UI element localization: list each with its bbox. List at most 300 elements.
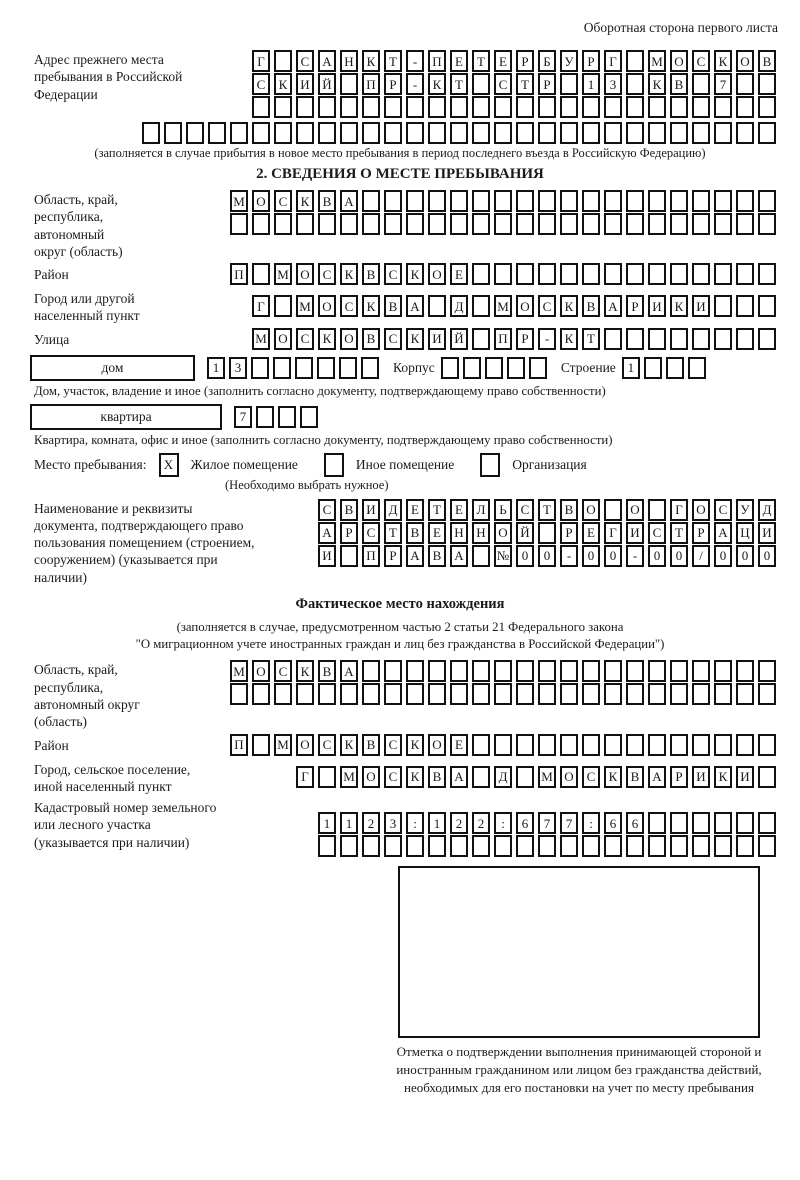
char-cell [361,357,379,379]
char-cell: Е [450,263,468,285]
char-cell [538,734,556,756]
char-cell [692,73,710,95]
char-cell: Г [604,50,622,72]
char-cell [252,96,270,118]
confirmation-stamp-box [398,866,760,1038]
char-cell [251,357,269,379]
char-cell [142,122,160,144]
char-cell [252,213,270,235]
char-cell: 6 [516,812,534,834]
char-cell: Р [516,328,534,350]
char-cell: О [340,328,358,350]
char-cell [406,122,424,144]
char-cell: В [362,263,380,285]
char-cell: Р [538,73,556,95]
field-prev-address [20,50,780,119]
actual-district-row [230,734,780,756]
char-cell [560,660,578,682]
char-cell [538,683,556,705]
checkbox-residential: X [159,453,179,477]
char-cell [692,328,710,350]
char-cell: С [384,328,402,350]
char-cell [626,683,644,705]
document-cells [318,499,780,568]
checkbox-organization [480,453,500,477]
char-cell: С [296,50,314,72]
char-cell [604,835,622,857]
char-cell [516,683,534,705]
char-cell: В [318,660,336,682]
char-cell: 3 [229,357,247,379]
char-cell: : [494,812,512,834]
char-cell [450,660,468,682]
char-cell [692,96,710,118]
char-cell: 3 [604,73,622,95]
field-region [20,190,780,260]
char-cell [317,357,335,379]
char-cell: К [560,295,578,317]
char-cell [626,263,644,285]
char-cell: 2 [362,812,380,834]
char-cell [362,190,380,212]
char-cell: Е [494,50,512,72]
char-cell [230,213,248,235]
char-cell: 0 [758,545,776,567]
char-cell: Е [450,499,468,521]
char-cell: С [252,73,270,95]
char-cell [670,213,688,235]
char-cell [450,213,468,235]
char-cell [714,122,732,144]
char-cell [714,734,732,756]
char-cell [318,766,336,788]
char-cell: - [406,73,424,95]
char-cell [626,190,644,212]
char-cell [340,683,358,705]
char-cell: А [318,522,336,544]
char-cell [494,683,512,705]
char-cell: М [274,734,292,756]
option-organization-label: Организация [512,456,587,472]
char-cell [362,660,380,682]
char-cell [384,660,402,682]
char-cell: Е [406,499,424,521]
district-row [230,263,780,285]
char-cell [758,263,776,285]
char-cell: С [692,50,710,72]
stamp-area [20,866,780,1097]
char-cell [538,522,556,544]
char-cell [670,835,688,857]
char-cell [626,660,644,682]
char-cell: И [428,328,446,350]
char-cell: С [318,263,336,285]
char-cell: Р [384,545,402,567]
char-cell: О [670,50,688,72]
char-cell [406,96,424,118]
char-cell: Г [296,766,314,788]
char-cell [670,190,688,212]
char-cell [648,660,666,682]
char-cell [714,190,732,212]
char-cell [648,328,666,350]
char-cell: О [736,50,754,72]
char-cell [340,73,358,95]
char-cell: М [494,295,512,317]
char-cell: И [318,545,336,567]
char-cell: Е [428,522,446,544]
char-cell [494,835,512,857]
char-cell [648,835,666,857]
field-document [20,499,780,586]
char-cell [472,545,490,567]
actual-city-row [296,766,780,788]
char-cell: Е [450,734,468,756]
char-cell [384,96,402,118]
char-cell [230,683,248,705]
char-cell [516,734,534,756]
char-cell [252,734,270,756]
option-residential-label: Жилое помещение [190,456,298,472]
char-cell [384,213,402,235]
section2-title: 2. СВЕДЕНИЯ О МЕСТЕ ПРЕБЫВАНИЯ [256,166,544,182]
char-cell: К [714,766,732,788]
char-cell [582,96,600,118]
char-cell [758,213,776,235]
char-cell: С [274,190,292,212]
char-cell [644,357,662,379]
char-cell [758,328,776,350]
char-cell: 0 [516,545,534,567]
char-cell [252,263,270,285]
char-cell [318,122,336,144]
char-cell [516,766,534,788]
char-cell [736,328,754,350]
char-cell: № [494,545,512,567]
char-cell [362,96,380,118]
document-row-1 [318,499,780,521]
prev-address-row-4 [20,122,780,144]
char-cell: Т [670,522,688,544]
char-cell [648,263,666,285]
document-row-2 [318,522,780,544]
char-cell [604,96,622,118]
char-cell: К [340,263,358,285]
char-cell: В [670,73,688,95]
char-cell: 0 [582,545,600,567]
actual-city-label: Город, сельское поселение, иной населенный пункт [34,761,191,794]
char-cell: С [516,499,534,521]
char-cell: О [428,263,446,285]
char-cell [560,263,578,285]
char-cell: К [428,73,446,95]
char-cell: Т [472,50,490,72]
char-cell: 1 [428,812,446,834]
char-cell: К [362,295,380,317]
char-cell: Р [582,50,600,72]
char-cell [340,96,358,118]
char-cell [604,190,622,212]
char-cell [736,683,754,705]
char-cell [450,122,468,144]
char-cell: Р [692,522,710,544]
char-cell: 2 [450,812,468,834]
char-cell [340,835,358,857]
presence-row [20,453,780,477]
char-cell [406,213,424,235]
char-cell [384,190,402,212]
checkbox-other-premises [324,453,344,477]
char-cell: - [560,545,578,567]
char-cell: К [340,734,358,756]
char-cell [516,122,534,144]
char-cell [604,213,622,235]
char-cell: С [384,766,402,788]
char-cell: Р [384,73,402,95]
char-cell: К [670,295,688,317]
char-cell: К [560,328,578,350]
char-cell [274,295,292,317]
char-cell: П [362,545,380,567]
char-cell [318,835,336,857]
street-label: Улица [34,331,70,347]
char-cell: И [362,499,380,521]
char-cell: С [538,295,556,317]
char-cell [428,683,446,705]
char-cell: О [296,263,314,285]
char-cell: С [362,522,380,544]
char-cell [692,734,710,756]
actual-location-title: Фактическое место нахождения [295,595,505,612]
char-cell: С [648,522,666,544]
char-cell: В [560,499,578,521]
char-cell [714,835,732,857]
stroenie-label: Строение [560,359,616,375]
char-cell [516,263,534,285]
char-cell [441,357,459,379]
char-cell: И [296,73,314,95]
char-cell [714,328,732,350]
prev-address-row-3 [252,96,780,118]
char-cell [472,73,490,95]
char-cell: П [230,263,248,285]
char-cell: В [406,522,424,544]
char-cell [538,660,556,682]
char-cell: 7 [234,406,252,428]
char-cell [688,357,706,379]
char-cell [318,213,336,235]
char-cell [582,263,600,285]
char-cell [626,96,644,118]
char-cell [494,263,512,285]
char-cell [406,683,424,705]
char-cell: А [648,766,666,788]
document-label: Наименование и реквизиты документа, подтверждающего право пользования помещением (строением, сооружением) (указывается при наличии) [34,500,255,585]
char-cell: С [714,499,732,521]
apartment-note: Квартира, комната, офис и иное (заполнить согласно документу, подтверждающему право собственности) [34,432,613,447]
char-cell [714,213,732,235]
char-cell [256,406,274,428]
char-cell [472,263,490,285]
char-cell: И [758,522,776,544]
char-cell: Д [758,499,776,521]
field-actual-district [20,734,780,757]
char-cell [450,683,468,705]
char-cell [560,835,578,857]
char-cell [714,295,732,317]
char-cell: С [384,734,402,756]
char-cell: Й [450,328,468,350]
char-cell: В [384,295,402,317]
char-cell: 3 [384,812,402,834]
char-cell [604,660,622,682]
char-cell [560,734,578,756]
char-cell [582,122,600,144]
char-cell [758,73,776,95]
char-cell [230,122,248,144]
char-cell: К [714,50,732,72]
city-row [252,295,780,317]
char-cell: В [428,766,446,788]
char-cell [736,812,754,834]
char-cell [252,122,270,144]
actual-region-cells [230,660,780,706]
char-cell [692,835,710,857]
char-cell: Т [450,73,468,95]
char-cell [648,683,666,705]
char-cell: Г [252,50,270,72]
char-cell [463,357,481,379]
char-cell: Д [384,499,402,521]
char-cell [604,499,622,521]
char-cell [472,683,490,705]
char-cell [406,190,424,212]
char-cell: 7 [560,812,578,834]
field-city [20,289,780,325]
char-cell [428,660,446,682]
char-cell [736,73,754,95]
char-cell: К [296,660,314,682]
char-cell [472,213,490,235]
char-cell: У [736,499,754,521]
region-cells [230,190,780,236]
char-cell: С [494,73,512,95]
char-cell [494,96,512,118]
char-cell [582,683,600,705]
char-cell [560,683,578,705]
char-cell [516,190,534,212]
char-cell [670,263,688,285]
char-cell: Й [516,522,534,544]
char-cell [692,263,710,285]
char-cell: М [340,766,358,788]
char-cell [626,50,644,72]
char-cell: К [296,190,314,212]
prev-address-row-1 [252,50,780,72]
char-cell: Т [384,50,402,72]
char-cell: И [736,766,754,788]
char-cell: Т [582,328,600,350]
char-cell [758,190,776,212]
korpus-label: Корпус [393,359,435,375]
region-label: Область, край, республика, автономный округ (область) [34,192,123,259]
char-cell: О [362,766,380,788]
char-cell: А [714,522,732,544]
char-cell: - [406,50,424,72]
char-cell: Р [340,522,358,544]
presence-label: Место пребывания: [34,456,147,472]
char-cell [714,683,732,705]
actual-district-label: Район [34,737,69,753]
char-cell [648,499,666,521]
char-cell [736,660,754,682]
char-cell: Е [582,522,600,544]
char-cell: В [318,190,336,212]
char-cell [758,295,776,317]
char-cell: О [516,295,534,317]
char-cell [692,122,710,144]
char-cell [428,213,446,235]
char-cell: Й [318,73,336,95]
char-cell [758,122,776,144]
char-cell: : [406,812,424,834]
char-cell: С [274,660,292,682]
char-cell: Р [516,50,534,72]
actual-region-row-2 [230,683,780,705]
prev-address-row-2 [252,73,780,95]
region-row-1 [230,190,780,212]
char-cell [758,734,776,756]
char-cell [406,835,424,857]
char-cell [450,190,468,212]
actual-region-row-1 [230,660,780,682]
char-cell [406,660,424,682]
char-cell: Р [670,766,688,788]
actual-region-label: Область, край, республика, автономный округ (область) [34,662,140,730]
char-cell [428,96,446,118]
char-cell: С [318,734,336,756]
char-cell [670,734,688,756]
char-cell: О [428,734,446,756]
char-cell: О [692,499,710,521]
actual-location-note-1: (заполняется в случае, предусмотренном частью 2 статьи 21 Федерального закона [176,619,624,634]
option-other-premises-label: Иное помещение [355,456,455,472]
char-cell: О [626,499,644,521]
cadastral-row-2 [318,835,780,857]
char-cell [736,96,754,118]
char-cell: М [648,50,666,72]
char-cell [362,835,380,857]
field-actual-region [20,660,780,730]
char-cell [472,122,490,144]
char-cell [604,734,622,756]
char-cell: М [252,328,270,350]
char-cell: А [450,545,468,567]
char-cell: К [406,734,424,756]
char-cell [670,328,688,350]
char-cell [582,660,600,682]
field-street [20,328,780,351]
char-cell: А [406,295,424,317]
char-cell [714,660,732,682]
document-row-3 [318,545,780,567]
char-cell [296,213,314,235]
char-cell [670,812,688,834]
char-cell: С [340,295,358,317]
char-cell: О [252,660,270,682]
char-cell: М [230,660,248,682]
char-cell: 0 [736,545,754,567]
